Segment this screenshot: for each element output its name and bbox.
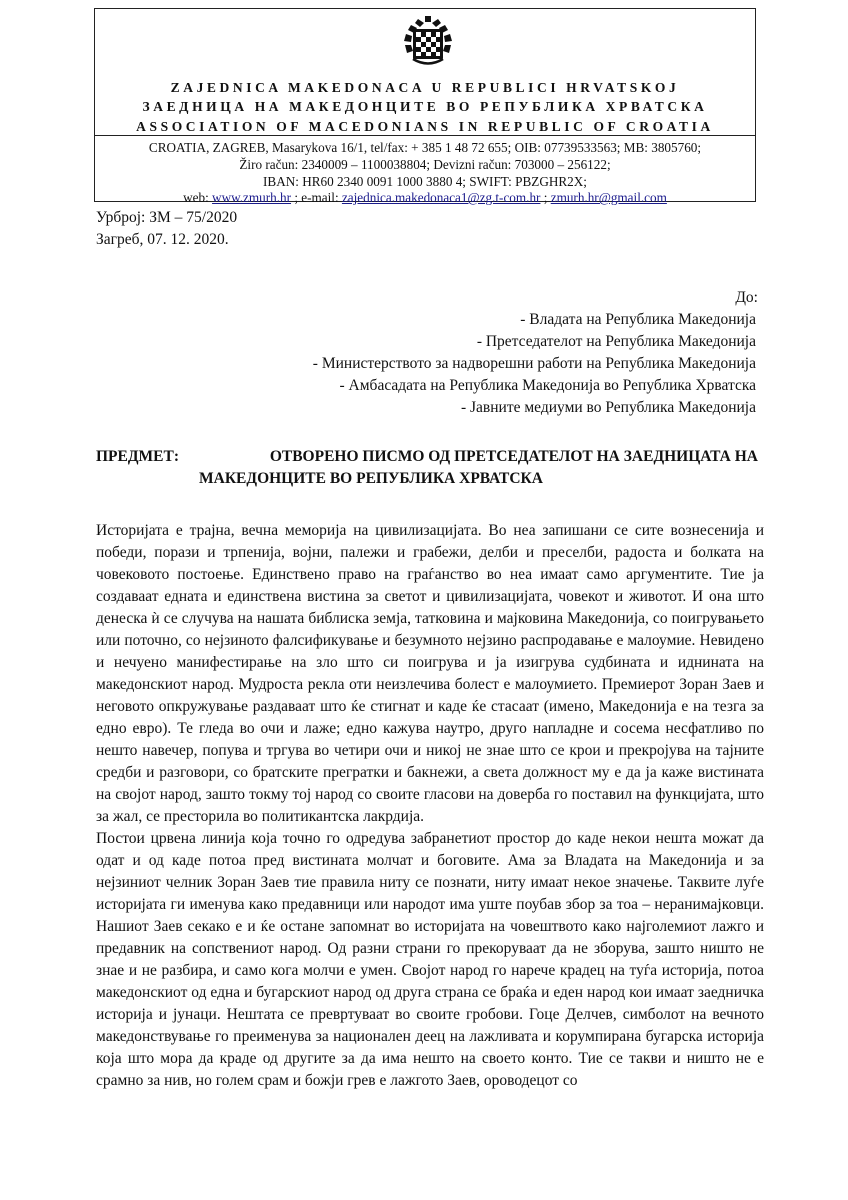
- email-link-primary[interactable]: zajednica.makedonaca1@zg.t-com.hr: [341, 190, 541, 205]
- letterhead: [94, 8, 756, 205]
- recipients-label: До:: [735, 289, 758, 306]
- place-and-date: Загреб, 07. 12. 2020.: [96, 231, 229, 248]
- contact-accounts-line: Žiro račun: 2340009 – 1100038804; Devizni račun: 703000 – 256122;: [239, 157, 611, 172]
- contact-web-email-line: [95, 190, 755, 206]
- org-name-macedonian: ЗАЕДНИЦА НА МАКЕДОНЦИТЕ ВО РЕПУБЛИКА ХРВАТСКА: [142, 99, 708, 114]
- recipient-item: - Владата на Република Македонија: [520, 311, 756, 328]
- email-link-secondary[interactable]: zmurh.hr@gmail.com: [550, 190, 667, 205]
- letterhead-divider: [95, 135, 755, 136]
- recipient-item: - Министерството за надворешни работи на Република Македонија: [312, 355, 756, 372]
- subject-label: ПРЕДМЕТ:: [96, 448, 179, 465]
- subject-first-line: [96, 446, 758, 468]
- body-paragraph-2: Постои црвена линија која точно го одредува забранетиот простор до каде некои нешта можат да одат и од каде потоа пред вистината молчат и боговите. Ама за Владата на Македонија и за нејзиниот челник Зоран Заев тие правила ниту се познати, ниту имаат некое значење. Таквите луѓе историјата ги именува како предавници или народот има уште поубав збор за тоа – неранимајковци. Нашиот Заев секако е и ќе остане запомнат во историјата на човештвото како најголемиот лажго и предавник на сопствениот народ. Од разни страни го прекоруваат да не зборува, зашто ништо не знае и не разбира, и само кога молчи е умен. Својот народ го нарече крадец на туѓа историја, потоа македонскиот од една и бугарскиот народ од друга страна се браќа и еден народ кои имаат заедничка историја и јунаци. Нештата се превртуваат во своите гробови. Гоце Делчев, симболот на вечното македонствување го преименува за национален деец на лажливата и корумпирана бугарска историја која што мора да краде од другите за да има нешто на своето конто. Тие се такви и ништо не е срамно за нив, но голем срам и божји грев е лажгото Заев, ороводецот со: [96, 830, 764, 1089]
- email-separator: ;: [543, 190, 548, 205]
- recipient-item: - Амбасадата на Република Македонија во Република Хрватска: [339, 377, 756, 394]
- subject-title-line2: МАКЕДОНЦИТЕ ВО РЕПУБЛИКА ХРВАТСКА: [199, 470, 543, 487]
- reference-number: Урброј: ЗМ – 75/2020: [96, 209, 238, 226]
- contact-address-line: CROATIA, ZAGREB, Masarykova 16/1, tel/fax: + 385 1 48 72 655; OIB: 07739533563; MB: 3805760;: [148, 140, 702, 155]
- letter-body: [96, 520, 764, 1092]
- subject-title-line1: ОТВОРЕНО ПИСМО ОД ПРЕТСЕДАТЕЛОТ НА ЗАЕДНИЦАТА НА: [269, 448, 758, 465]
- recipient-item: - Јавните медиуми во Република Македонија: [460, 399, 756, 416]
- org-name-english: ASSOCIATION OF MACEDONIANS IN REPUBLIC OF CROATIA: [136, 119, 714, 134]
- association-emblem-icon: [401, 15, 455, 69]
- contact-iban-line: IBAN: HR60 2340 0091 1000 3880 4; SWIFT: PBZGHR2X;: [263, 174, 587, 189]
- web-label: web:: [183, 190, 209, 205]
- body-paragraph-1: Историјата е трајна, вечна меморија на цивилизацијата. Во неа запишани се сите вознесенија и победи, порази и трпенија, војни, палежи и грабежи, делби и преселби, радоста и болката на човековото постоење. Единствено право на граѓанство во неа имаат само аргументите. Тие ја создаваат едната и единствена вистина за светот и цивилизацијата, човекот и животот. И она што денеска ѝ се случува на нашата библиска земја, татковина и мајковина Македонија, со поигрувањето или поточно, со нејзиното фалсификување и безумното нејзино распродавање е малоумие. Невидено и нечуено манифестирање на зло што си поигрува и ја изигрува судбината и иднината на македонскиот народ. Мудроста рекла оти неизлечива болест е малоумието. Премиерот Зоран Заев и неговото опкружување раздаваат што ќе стигнат и каде ќе стасаат (имено, Македонија е на тезга за едно евро). Те гледа во очи и лаже; едно кажува наутро, друго напладне и сосема несфатливо по нешто навечер, попува и тргува во четири очи и никој не знае што се крои и прекројува на тајните средби и разговори, со братските прегратки и бакнежи, а света должност му е да ја каже вистината на својот народ, зашто токму тој народ со своите гласови на доверба го поставил на функцијата, што за жал, се престорила во политикантска лакрдија.: [96, 522, 764, 825]
- email-label: ; e-mail:: [294, 190, 339, 205]
- website-link[interactable]: www.zmurh.hr: [212, 190, 292, 205]
- org-name-croatian: ZAJEDNICA MAKEDONACA U REPUBLICI HRVATSKOJ: [170, 80, 680, 95]
- subject-block: [96, 446, 758, 490]
- recipient-item: - Претседателот на Република Македонија: [476, 333, 756, 350]
